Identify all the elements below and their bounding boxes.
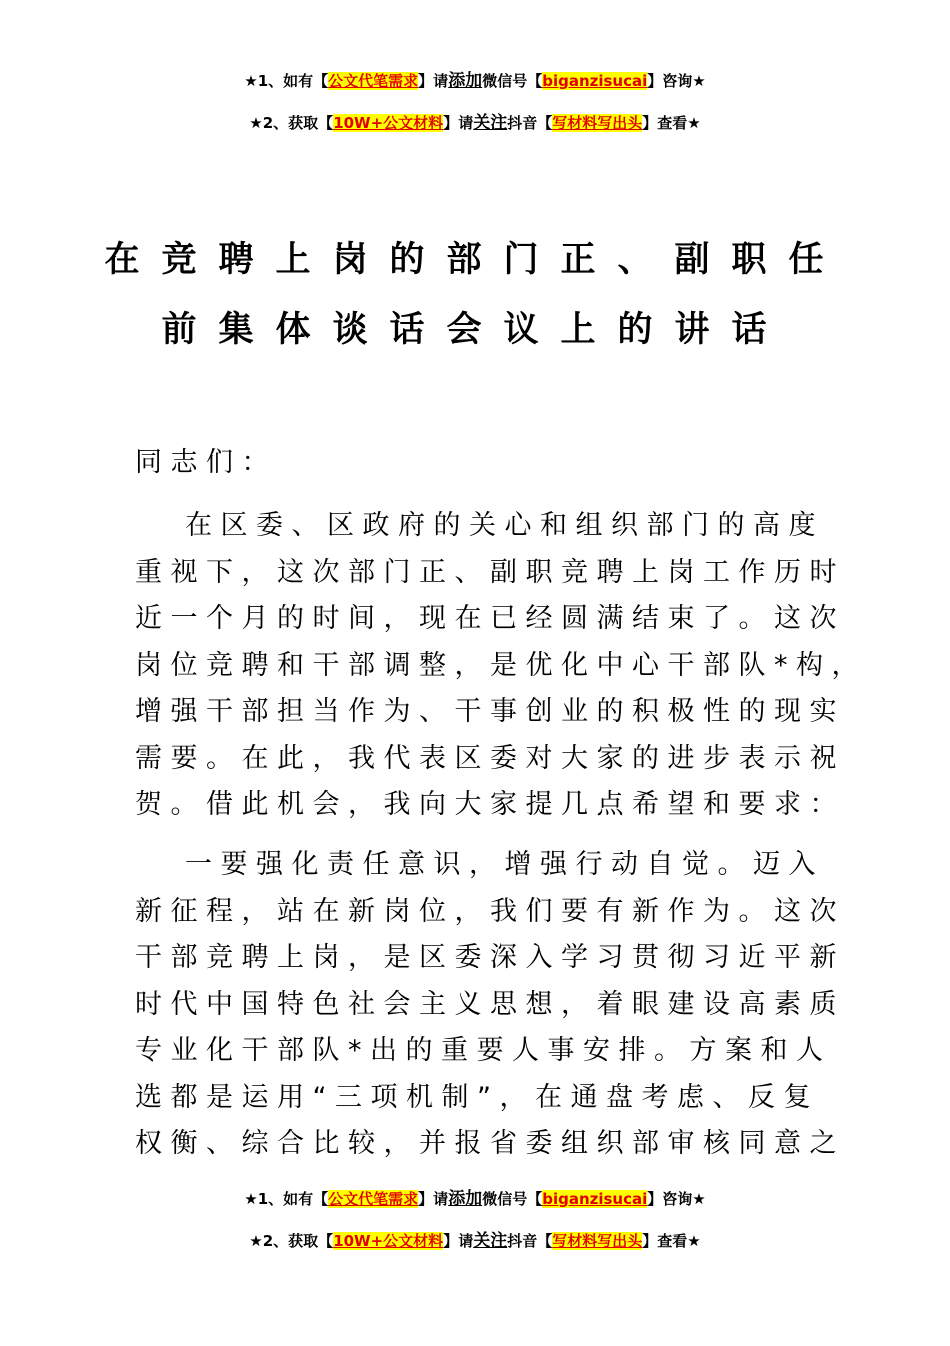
star-icon: ★ [249,114,263,132]
paragraph-2 [135,842,845,1168]
text-line: 在区委、区政府的关心和组织部门的高度 [185,510,824,541]
highlight-service: 公文代笔需求 [328,72,419,90]
greeting-text: 同志们： [135,447,277,478]
highlight-service: 公文代笔需求 [328,1190,419,1208]
text-line: 重视下，这次部门正、副职竞聘上岗工作历时 [135,556,845,588]
highlight-wechat-id: biganzisucai [542,1190,648,1208]
star-icon: ★ [249,1232,263,1250]
emphasis-follow: 关注 [473,113,508,133]
highlight-douyin-account: 写材料写出头 [552,114,643,132]
document-title-line-1: 在竞聘上岗的部门正、副职任 [104,240,846,280]
banner-line-2: ★2、获取【10W+公文材料】请关注抖音【写材料写出头】查看★ [249,113,701,133]
highlight-wechat-id: biganzisucai [542,72,648,90]
paragraph-1 [135,503,867,829]
highlight-materials: 10W+公文材料 [333,1232,444,1250]
document-title-line-2: 前集体谈话会议上的讲话 [161,310,789,350]
text-line: 近一个月的时间，现在已经圆满结束了。这次 [135,603,845,634]
text-line: 增强干部担当作为、干事创业的积极性的现实 [135,696,845,727]
text-line: 一要强化责任意识，增强行动自觉。迈入 [185,849,824,880]
header-banner [0,60,950,144]
emphasis-add: 添加 [448,1189,483,1209]
highlight-materials: 10W+公文材料 [333,114,444,132]
star-icon: ★ [244,1190,258,1208]
text-line: 干部竞聘上岗，是区委深入学习贯彻习近平新 [135,942,845,973]
text-line: 贺。借此机会，我向大家提几点希望和要求： [135,789,845,820]
text-line: 时代中国特色社会主义思想，着眼建设高素质 [135,988,845,1020]
emphasis-add: 添加 [448,71,483,91]
text-line: 专业化干部队*出的重要人事安排。方案和人 [135,1035,832,1066]
text-line: 选都是运用“三项机制”，在通盘考虑、反复 [135,1081,819,1113]
banner-line-2: ★2、获取【10W+公文材料】请关注抖音【写材料写出头】查看★ [249,1231,701,1251]
banner-line-1: ★1、如有【公文代笔需求】请添加微信号【biganzisucai】咨询★ [244,71,706,91]
greeting [135,440,825,487]
emphasis-follow: 关注 [473,1231,508,1251]
star-icon: ★ [687,1232,701,1250]
text-line: 新征程，站在新岗位，我们要有新作为。这次 [135,895,845,927]
text-line: 岗位竞聘和干部调整，是优化中心干部队*构， [135,649,867,681]
banner-line-1: ★1、如有【公文代笔需求】请添加微信号【biganzisucai】咨询★ [244,1189,706,1209]
footer-banner [0,1178,950,1262]
text-line: 需要。在此，我代表区委对大家的进步表示祝 [135,742,845,774]
star-icon: ★ [692,72,706,90]
star-icon: ★ [692,1190,706,1208]
star-icon: ★ [244,72,258,90]
star-icon: ★ [687,114,701,132]
highlight-douyin-account: 写材料写出头 [552,1232,643,1250]
text-line: 权衡、综合比较，并报省委组织部审核同意之 [135,1128,845,1159]
